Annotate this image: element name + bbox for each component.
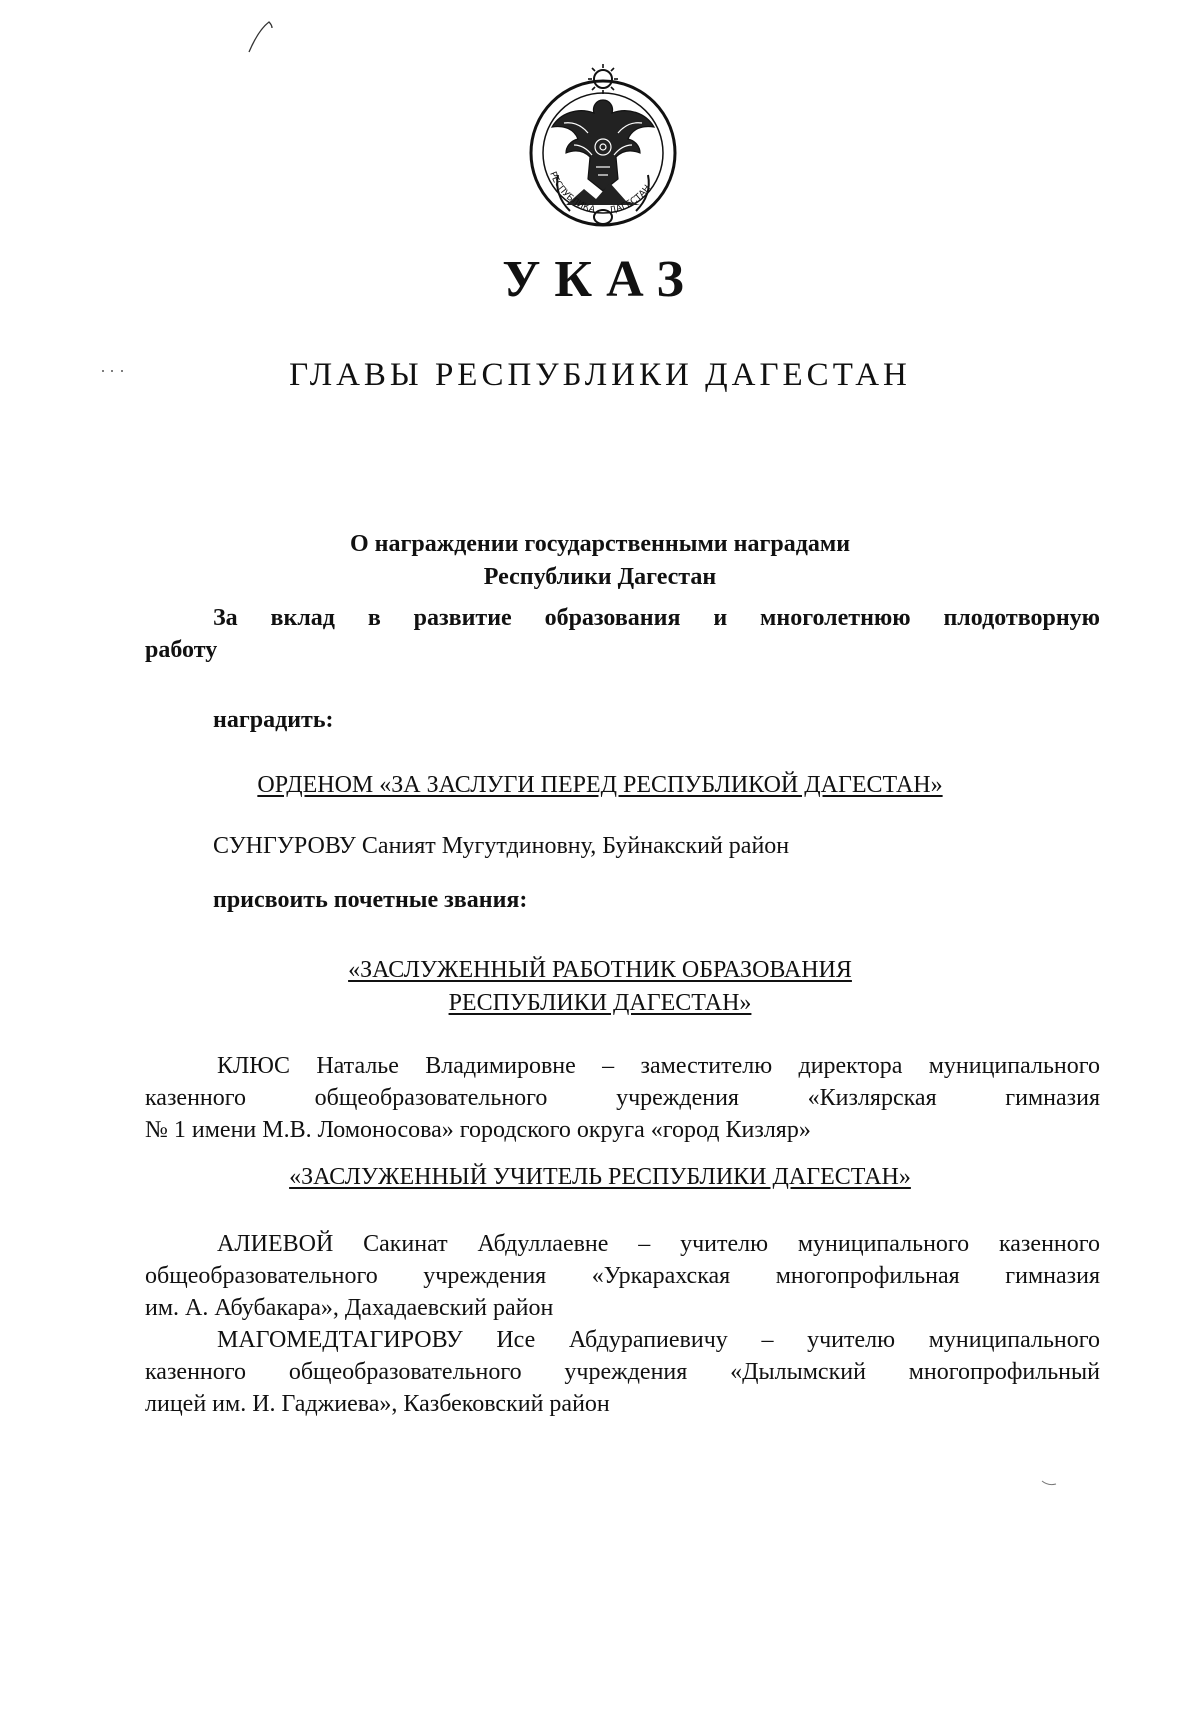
recipient-line: № 1 имени М.В. Ломоносова» городского округа «город Кизляр» [145,1117,811,1143]
recipient-line: АЛИЕВОЙ Сакинат Абдуллаевне – учителю муниципального казенного [217,1231,1100,1257]
recipient-line: им. А. Абубакара», Дахадаевский район [145,1295,554,1321]
subject-line: Республики Дагестан [483,564,717,590]
order-recipient: СУНГУРОВУ Саният Мугутдиновну, Буйнакский район [213,833,790,859]
award-verb: наградить: [213,707,334,733]
scan-mark [1040,1478,1060,1488]
heading-line: РЕСПУБЛИКИ ДАГЕСТАН» [448,990,752,1016]
subject-line: О награждении государственными наградами [349,531,851,557]
teacher-2-recipient [145,1324,1100,1420]
recipient-line: КЛЮС Наталье Владимировне – заместителю директора муниципального [217,1053,1100,1079]
recipient-line: казенного общеобразовательного учреждения «Дылымский многопрофильный [145,1359,1100,1385]
order-heading: ОРДЕНОМ «ЗА ЗАСЛУГИ ПЕРЕД РЕСПУБЛИКОЙ ДАГЕСТАН» [257,772,943,798]
heading-line: «ЗАСЛУЖЕННЫЙ РАБОТНИК ОБРАЗОВАНИЯ [348,957,852,983]
recipient-line: общеобразовательного учреждения «Уркарахская многопрофильная гимназия [145,1263,1100,1289]
honored-teacher-heading: «ЗАСЛУЖЕННЫЙ УЧИТЕЛЬ РЕСПУБЛИКИ ДАГЕСТАН» [289,1164,911,1190]
honored-worker-heading [0,954,1200,1020]
honored-worker-recipient [145,1050,1100,1146]
reason-line: работу [145,637,218,663]
reason-line: За вклад в развитие образования и многолетнюю плодотворную [213,605,1100,631]
recipient-line: лицей им. И. Гаджиева», Казбековский район [145,1391,610,1417]
coat-of-arms [518,55,688,235]
teacher-1-recipient [145,1228,1100,1324]
document-subject [0,528,1200,594]
scan-mark [245,18,285,58]
emblem-ring-text-right: ДАГЕСТАН [608,183,654,217]
dagestan-coat-of-arms-icon [518,55,688,235]
award-reason [145,602,1100,666]
document-title: УКАЗ [502,251,698,308]
emblem-ring-text-left: РЕСПУБЛИКА [547,170,597,216]
document-issuer: ГЛАВЫ РЕСПУБЛИКИ ДАГЕСТАН [289,357,911,393]
titles-verb: присвоить почетные звания: [213,887,528,913]
recipient-line: МАГОМЕДТАГИРОВУ Исе Абдурапиевичу – учителю муниципального [217,1327,1100,1353]
recipient-line: казенного общеобразовательного учреждения «Кизлярская гимназия [145,1085,1100,1111]
